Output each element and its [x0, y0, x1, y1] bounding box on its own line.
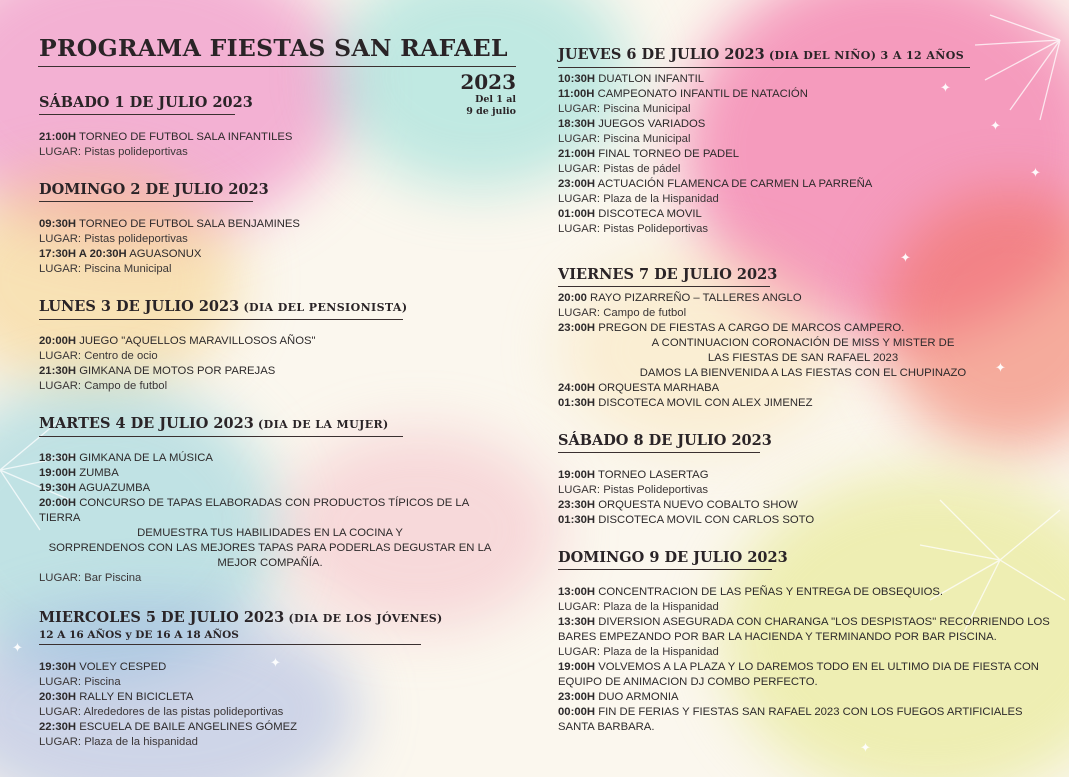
- event-time: 01:00H: [558, 208, 596, 220]
- day-note: (DIA DE LA MUJER): [253, 418, 389, 431]
- event-text: RAYO PIZARREÑO – TALLERES ANGLO: [590, 292, 802, 304]
- event-text: JUEGO "AQUELLOS MARAVILLOSOS AÑOS": [79, 335, 316, 347]
- day-header-domingo-2: [39, 181, 269, 202]
- event-text: AGUAZUMBA: [78, 482, 151, 494]
- events-viernes-7: [558, 291, 1048, 411]
- day-title-text: LUNES 3 DE JULIO 2023: [39, 298, 240, 315]
- event-text: LUGAR: Bar Piscina: [39, 572, 142, 584]
- event-text: SORPRENDENOS CON LAS MEJORES TAPAS PARA PODERLAS DEGUSTAR EN LA MEJOR COMPAÑÍA.: [48, 542, 492, 569]
- day-title: [558, 549, 788, 567]
- sparkle-icon: ✦: [990, 118, 1001, 133]
- day-title-text: DOMINGO 9 DE JULIO 2023: [558, 549, 788, 566]
- event-detail: [39, 705, 509, 720]
- event-detail: [39, 262, 509, 277]
- event-detail: [39, 379, 509, 394]
- date-range-line: Del 1 al: [475, 94, 516, 105]
- event-item: [39, 466, 501, 481]
- event-text: CONCENTRACION DE LAS PEÑAS Y ENTREGA DE OBSEQUIOS.: [598, 586, 944, 598]
- day-title: [39, 94, 253, 112]
- day-note: (DIA DEL NIÑO) 3 A 12 AÑOS: [764, 49, 965, 62]
- event-text: LUGAR: Plaza de la Hispanidad: [558, 193, 719, 205]
- event-text: TORNEO LASERTAG: [598, 469, 709, 481]
- event-time: 23:00H: [558, 178, 596, 190]
- day-title: [39, 609, 443, 628]
- event-detail: [558, 336, 1048, 351]
- event-detail: [558, 192, 1048, 207]
- event-text: LUGAR: Pistas Polideportivas: [558, 223, 709, 235]
- event-text: LUGAR: Pistas polideportivas: [39, 233, 188, 245]
- event-time: 24:00H: [558, 382, 596, 394]
- page-title: PROGRAMA FIESTAS SAN RAFAEL: [39, 34, 508, 62]
- day-title: [39, 298, 408, 317]
- event-time: 00:00H: [558, 706, 596, 718]
- event-text: LUGAR: Pistas de pádel: [558, 163, 681, 175]
- event-time: 21:30H: [39, 365, 77, 377]
- event-detail: [39, 541, 501, 571]
- event-time: 01:30H: [558, 397, 596, 409]
- event-text: AGUASONUX: [129, 248, 202, 260]
- event-text: LUGAR: Piscina Municipal: [558, 103, 691, 115]
- day-note: (DIA DE LOS JÓVENES): [284, 612, 443, 625]
- event-text: LAS FIESTAS DE SAN RAFAEL 2023: [707, 352, 899, 364]
- events-miercoles-5: [39, 660, 509, 750]
- date-range-line: 9 de julio: [466, 106, 516, 117]
- event-item: [558, 87, 1048, 102]
- event-item: [39, 496, 501, 526]
- event-time: 11:00H: [558, 88, 595, 100]
- day-title-text: SÁBADO 1 DE JULIO 2023: [39, 94, 253, 111]
- event-text: PREGON DE FIESTAS A CARGO DE MARCOS CAMPERO.: [598, 322, 905, 334]
- sparkle-icon: ✦: [12, 640, 23, 655]
- event-text: A CONTINUACION CORONACIÓN DE MISS Y MISTER DE: [651, 337, 955, 349]
- sparkle-icon: ✦: [860, 740, 871, 755]
- event-time: 01:30H: [558, 514, 596, 526]
- event-text: ZUMBA: [79, 467, 119, 479]
- event-text: CONCURSO DE TAPAS ELABORADAS CON PRODUCTOS TÍPICOS DE LA TIERRA: [39, 497, 469, 524]
- day-title: [558, 46, 970, 65]
- event-text: DAMOS LA BIENVENIDA A LAS FIESTAS CON EL CHUPINAZO: [639, 367, 967, 379]
- event-detail: [39, 675, 509, 690]
- day-title-text: SÁBADO 8 DE JULIO 2023: [558, 432, 772, 449]
- event-time: 20:00H: [39, 497, 77, 509]
- event-text: DISCOTECA MOVIL CON CARLOS SOTO: [598, 514, 815, 526]
- event-detail: [558, 600, 1050, 615]
- day-divider: [558, 286, 770, 287]
- event-text: LUGAR: Plaza de la Hispanidad: [558, 601, 719, 613]
- event-time: 18:30H: [39, 452, 77, 464]
- event-text: DUO ARMONIA: [598, 691, 679, 703]
- event-detail: [39, 145, 509, 160]
- event-detail: [558, 162, 1048, 177]
- event-text: RALLY EN BICICLETA: [79, 691, 194, 703]
- event-time: 21:00H: [39, 131, 77, 143]
- day-header-lunes-3: [39, 298, 408, 320]
- event-text: LUGAR: Pistas Polideportivas: [558, 484, 709, 496]
- sparkle-icon: ✦: [1030, 165, 1041, 180]
- event-item: [558, 321, 1048, 336]
- event-text: LUGAR: Plaza de la hispanidad: [39, 736, 198, 748]
- event-time: 19:00H: [558, 469, 596, 481]
- event-item: [558, 147, 1048, 162]
- event-time: 20:00: [558, 292, 587, 304]
- day-header-domingo-9: [558, 549, 788, 570]
- events-jueves-6: [558, 72, 1048, 237]
- event-text: ACTUACIÓN FLAMENCA DE CARMEN LA PARREÑA: [597, 178, 873, 190]
- day-divider: [558, 67, 970, 68]
- events-domingo-9: [558, 585, 1050, 735]
- event-item: [39, 247, 509, 262]
- day-title: [39, 415, 403, 434]
- event-item: [39, 364, 509, 379]
- event-time: 17:30H A 20:30H: [39, 248, 127, 260]
- event-time: 19:30H: [39, 661, 77, 673]
- event-item: [558, 585, 1050, 600]
- event-time: 22:30H: [39, 721, 77, 733]
- event-time: 19:00H: [558, 661, 596, 673]
- events-sabado-1: [39, 130, 509, 160]
- event-item: [558, 291, 1048, 306]
- title-divider: [38, 66, 516, 67]
- event-text: TORNEO DE FUTBOL SALA BENJAMINES: [79, 218, 300, 230]
- date-range: [440, 94, 516, 118]
- event-text: VOLVEMOS A LA PLAZA Y LO DAREMOS TODO EN EL ULTIMO DIA DE FIESTA CON EQUIPO DE ANIMACION DJ COMBO PERFECTO.: [558, 661, 1039, 688]
- event-text: GIMKANA DE LA MÚSICA: [79, 452, 213, 464]
- sparkle-icon: ✦: [940, 80, 951, 95]
- event-text: ORQUESTA MARHABA: [598, 382, 720, 394]
- day-title-text: DOMINGO 2 DE JULIO 2023: [39, 181, 269, 198]
- event-text: LUGAR: Plaza de la Hispanidad: [558, 646, 719, 658]
- day-header-jueves-6: [558, 46, 970, 68]
- event-detail: [39, 571, 501, 586]
- event-text: LUGAR: Campo de futbol: [558, 307, 687, 319]
- event-time: 19:30H: [39, 482, 77, 494]
- event-text: DIVERSION ASEGURADA CON CHARANGA "LOS DESPISTAOS" RECORRIENDO LOS BARES EMPEZANDO POR BAR LA HACIENDA Y TERMINANDO POR BAR PISCINA.: [558, 616, 1050, 643]
- event-time: 13:30H: [558, 616, 596, 628]
- sparkle-icon: ✦: [900, 250, 911, 265]
- event-time: 23:00H: [558, 322, 596, 334]
- event-item: [558, 513, 1048, 528]
- event-time: 09:30H: [39, 218, 77, 230]
- event-detail: [558, 132, 1048, 147]
- event-time: 23:30H: [558, 499, 596, 511]
- event-detail: [558, 306, 1048, 321]
- day-divider: [39, 436, 403, 437]
- sparkle-icon: ✦: [270, 655, 281, 670]
- event-text: DISCOTECA MOVIL: [598, 208, 702, 220]
- day-title-text: JUEVES 6 DE JULIO 2023: [558, 46, 765, 63]
- event-item: [558, 468, 1048, 483]
- day-divider: [558, 569, 772, 570]
- day-header-viernes-7: [558, 266, 778, 287]
- event-item: [39, 451, 501, 466]
- event-time: 18:30H: [558, 118, 596, 130]
- event-text: LUGAR: Campo de futbol: [39, 380, 168, 392]
- event-item: [39, 690, 509, 705]
- event-time: 20:00H: [39, 335, 77, 347]
- event-text: LUGAR: Centro de ocio: [39, 350, 158, 362]
- events-lunes-3: [39, 334, 509, 394]
- events-martes-4: [39, 451, 501, 586]
- event-detail: [558, 351, 1048, 366]
- event-text: CAMPEONATO INFANTIL DE NATACIÓN: [597, 88, 808, 100]
- day-header-miercoles-5: [39, 609, 443, 645]
- event-item: [39, 720, 509, 735]
- event-item: [558, 381, 1048, 396]
- day-divider: [558, 452, 760, 453]
- event-detail: [39, 735, 509, 750]
- event-text: LUGAR: Piscina: [39, 676, 121, 688]
- event-text: VOLEY CESPED: [79, 661, 167, 673]
- day-title-text: VIERNES 7 DE JULIO 2023: [558, 266, 778, 283]
- event-text: JUEGOS VARIADOS: [598, 118, 706, 130]
- day-header-sabado-1: [39, 94, 253, 115]
- day-subtitle: 12 A 16 AÑOS y DE 16 A 18 AÑOS: [39, 629, 239, 641]
- event-text: FINAL TORNEO DE PADEL: [598, 148, 740, 160]
- event-text: GIMKANA DE MOTOS POR PAREJAS: [79, 365, 276, 377]
- event-detail: [558, 645, 1050, 660]
- event-time: 23:00H: [558, 691, 596, 703]
- event-item: [558, 690, 1050, 705]
- event-item: [558, 207, 1048, 222]
- event-text: LUGAR: Piscina Municipal: [558, 133, 691, 145]
- event-time: 10:30H: [558, 73, 596, 85]
- day-note: (DIA DEL PENSIONISTA): [239, 301, 408, 314]
- event-item: [39, 660, 509, 675]
- event-text: DISCOTECA MOVIL CON ALEX JIMENEZ: [598, 397, 813, 409]
- event-item: [558, 498, 1048, 513]
- events-sabado-8: [558, 468, 1048, 528]
- year-label: 2023: [460, 70, 516, 94]
- events-domingo-2: [39, 217, 509, 277]
- event-text: FIN DE FERIAS Y FIESTAS SAN RAFAEL 2023 CON LOS FUEGOS ARTIFICIALES SANTA BARBARA.: [558, 706, 1023, 733]
- day-title-text: MARTES 4 DE JULIO 2023: [39, 415, 254, 432]
- event-detail: [558, 483, 1048, 498]
- event-text: LUGAR: Piscina Municipal: [39, 263, 172, 275]
- event-item: [558, 615, 1050, 645]
- event-text: TORNEO DE FUTBOL SALA INFANTILES: [79, 131, 293, 143]
- event-text: ORQUESTA NUEVO COBALTO SHOW: [598, 499, 798, 511]
- day-divider: [39, 644, 421, 645]
- event-time: 19:00H: [39, 467, 77, 479]
- event-item: [558, 72, 1048, 87]
- sparkle-icon: ✦: [995, 360, 1006, 375]
- event-detail: [39, 349, 509, 364]
- day-title: [558, 266, 778, 284]
- day-title: [558, 432, 772, 450]
- event-text: LUGAR: Alrededores de las pistas polideportivas: [39, 706, 284, 718]
- day-header-martes-4: [39, 415, 403, 437]
- event-time: 21:00H: [558, 148, 596, 160]
- event-detail: [558, 366, 1048, 381]
- event-text: DEMUESTRA TUS HABILIDADES EN LA COCINA Y: [137, 527, 403, 539]
- event-time: 13:00H: [558, 586, 596, 598]
- event-time: 20:30H: [39, 691, 77, 703]
- event-detail: [558, 222, 1048, 237]
- event-text: LUGAR: Pistas polideportivas: [39, 146, 188, 158]
- event-item: [558, 705, 1050, 735]
- event-item: [558, 660, 1050, 690]
- event-item: [558, 117, 1048, 132]
- event-item: [39, 481, 501, 496]
- event-item: [39, 130, 509, 145]
- event-text: DUATLON INFANTIL: [598, 73, 705, 85]
- day-title: [39, 181, 269, 199]
- event-detail: [558, 102, 1048, 117]
- event-detail: [39, 232, 509, 247]
- event-detail: [39, 526, 501, 541]
- day-title-text: MIERCOLES 5 DE JULIO 2023: [39, 609, 285, 626]
- event-item: [558, 177, 1048, 192]
- event-item: [39, 217, 509, 232]
- day-header-sabado-8: [558, 432, 772, 453]
- event-text: ESCUELA DE BAILE ANGELINES GÓMEZ: [79, 721, 298, 733]
- day-divider: [39, 201, 253, 202]
- event-item: [39, 334, 509, 349]
- day-divider: [39, 114, 235, 115]
- event-item: [558, 396, 1048, 411]
- day-divider: [39, 319, 403, 320]
